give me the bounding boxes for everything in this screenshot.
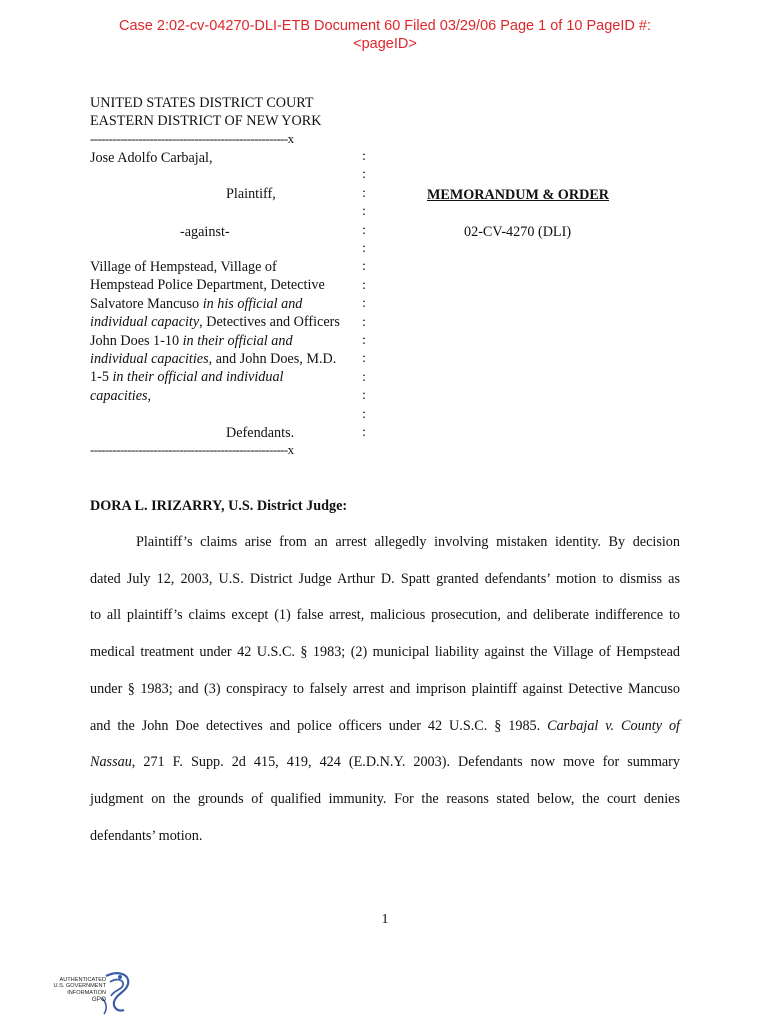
body-line [90, 791, 680, 808]
caption-colon: : [362, 314, 366, 330]
text-segment: capacities [90, 387, 148, 404]
text-segment: , Detectives and Officers [199, 314, 340, 331]
text-segment: Village of Hempstead, Village of [90, 259, 277, 275]
judge-heading: DORA L. IRIZARRY, U.S. District Judge: [90, 498, 348, 514]
body-line [90, 718, 680, 735]
defendants-line [90, 387, 151, 405]
defendants-role: Defendants. [226, 425, 295, 441]
caption-colon: : [362, 241, 366, 256]
text-segment: Carbajal v. County of [547, 717, 680, 734]
text-segment: defendants’ motion. [90, 827, 203, 844]
case-header-line-1: Case 2:02-cv-04270-DLI-ETB Document 60 Filed 03/29/06 Page 1 of 10 PageID #: [119, 18, 651, 34]
text-segment: dated July 12, 2003, U.S. District Judge Arthur D. Spatt granted defendants’ motion to dismiss as [90, 570, 680, 587]
text-segment: under § 1983; and (3) conspiracy to falsely arrest and imprison plaintiff against Detective Mancuso [90, 680, 680, 697]
text-segment: judgment on the grounds of qualified immunity. For the reasons stated below, the court denies [90, 790, 680, 807]
body-line [90, 828, 680, 845]
body-line [90, 681, 680, 698]
text-segment: individual capacity [90, 314, 200, 331]
text-segment: individual capacities [90, 351, 209, 367]
text-segment: and the John Doe detectives and police officers under 42 U.S.C. § 1985. [90, 717, 548, 734]
defendants-line [90, 350, 336, 368]
gpo-authentication-logo [44, 968, 134, 1018]
text-segment: , [147, 387, 152, 404]
body-line [90, 644, 680, 661]
plaintiff-role: Plaintiff, [226, 186, 276, 202]
court-district: EASTERN DISTRICT OF NEW YORK [90, 113, 322, 129]
caption-colon: : [362, 204, 366, 220]
defendants-line [90, 368, 284, 386]
text-segment: Hempstead Police Department, Detective [90, 277, 325, 294]
case-number: 02-CV-4270 (DLI) [464, 224, 572, 240]
caption-colon: : [362, 388, 366, 404]
text-segment: in their official and [182, 332, 293, 349]
caption-colon: : [362, 406, 366, 422]
caption-colon: : [362, 333, 366, 348]
text-segment: in his official and [202, 295, 303, 312]
text-segment: Plaintiff’s claims arise from an arrest allegedly involving mistaken identity. By decision [136, 534, 680, 550]
gpo-text: AUTHENTICATED U.S. GOVERNMENT INFORMATION GPO [53, 977, 106, 1004]
body-line [90, 571, 680, 588]
plaintiff-name: Jose Adolfo Carbajal, [90, 150, 213, 166]
text-segment: Nassau [90, 754, 132, 771]
text-segment: medical treatment under 42 U.S.C. § 1983; (2) municipal liability against the Village of Hempstead [90, 644, 680, 661]
case-header-line-2: <pageID> [353, 36, 417, 52]
caption-colon: : [362, 351, 366, 367]
defendants-line [90, 313, 340, 331]
against-label: -against- [180, 224, 230, 240]
defendants-line [90, 258, 277, 276]
body-line [136, 534, 680, 551]
text-segment: to all plaintiff’s claims except (1) false arrest, malicious prosecution, and deliberate indifference to [90, 607, 680, 624]
caption-colon: : [362, 369, 366, 385]
caption-colon: : [362, 259, 366, 275]
caption-colon: : [362, 149, 366, 164]
text-segment: , 271 F. Supp. 2d 415, 419, 424 (E.D.N.Y. 2003). Defendants now move for summary [131, 754, 680, 771]
defendants-line [90, 276, 325, 294]
text-segment: , and John Does, M.D. [208, 351, 337, 367]
caption-top-rule: -----------------------------------------------------x [90, 131, 294, 146]
caption-bottom-rule: -----------------------------------------------------x [90, 442, 294, 457]
defendants-line [90, 332, 293, 350]
text-segment: in their official and individual [112, 369, 284, 386]
caption-colon: : [362, 185, 366, 201]
caption-colon: : [362, 425, 366, 440]
text-segment: Salvatore Mancuso [90, 295, 203, 312]
order-title: MEMORANDUM & ORDER [427, 187, 610, 203]
text-segment: John Does 1-10 [90, 332, 183, 349]
body-line [90, 754, 680, 771]
page-number: 1 [381, 912, 389, 927]
body-line [90, 607, 680, 624]
caption-colon: : [362, 167, 366, 183]
caption-colon: : [362, 222, 366, 238]
caption-colon: : [362, 296, 366, 312]
court-name: UNITED STATES DISTRICT COURT [90, 95, 314, 111]
text-segment: 1-5 [90, 369, 113, 386]
caption-colon: : [362, 277, 366, 293]
defendants-line [90, 295, 302, 313]
